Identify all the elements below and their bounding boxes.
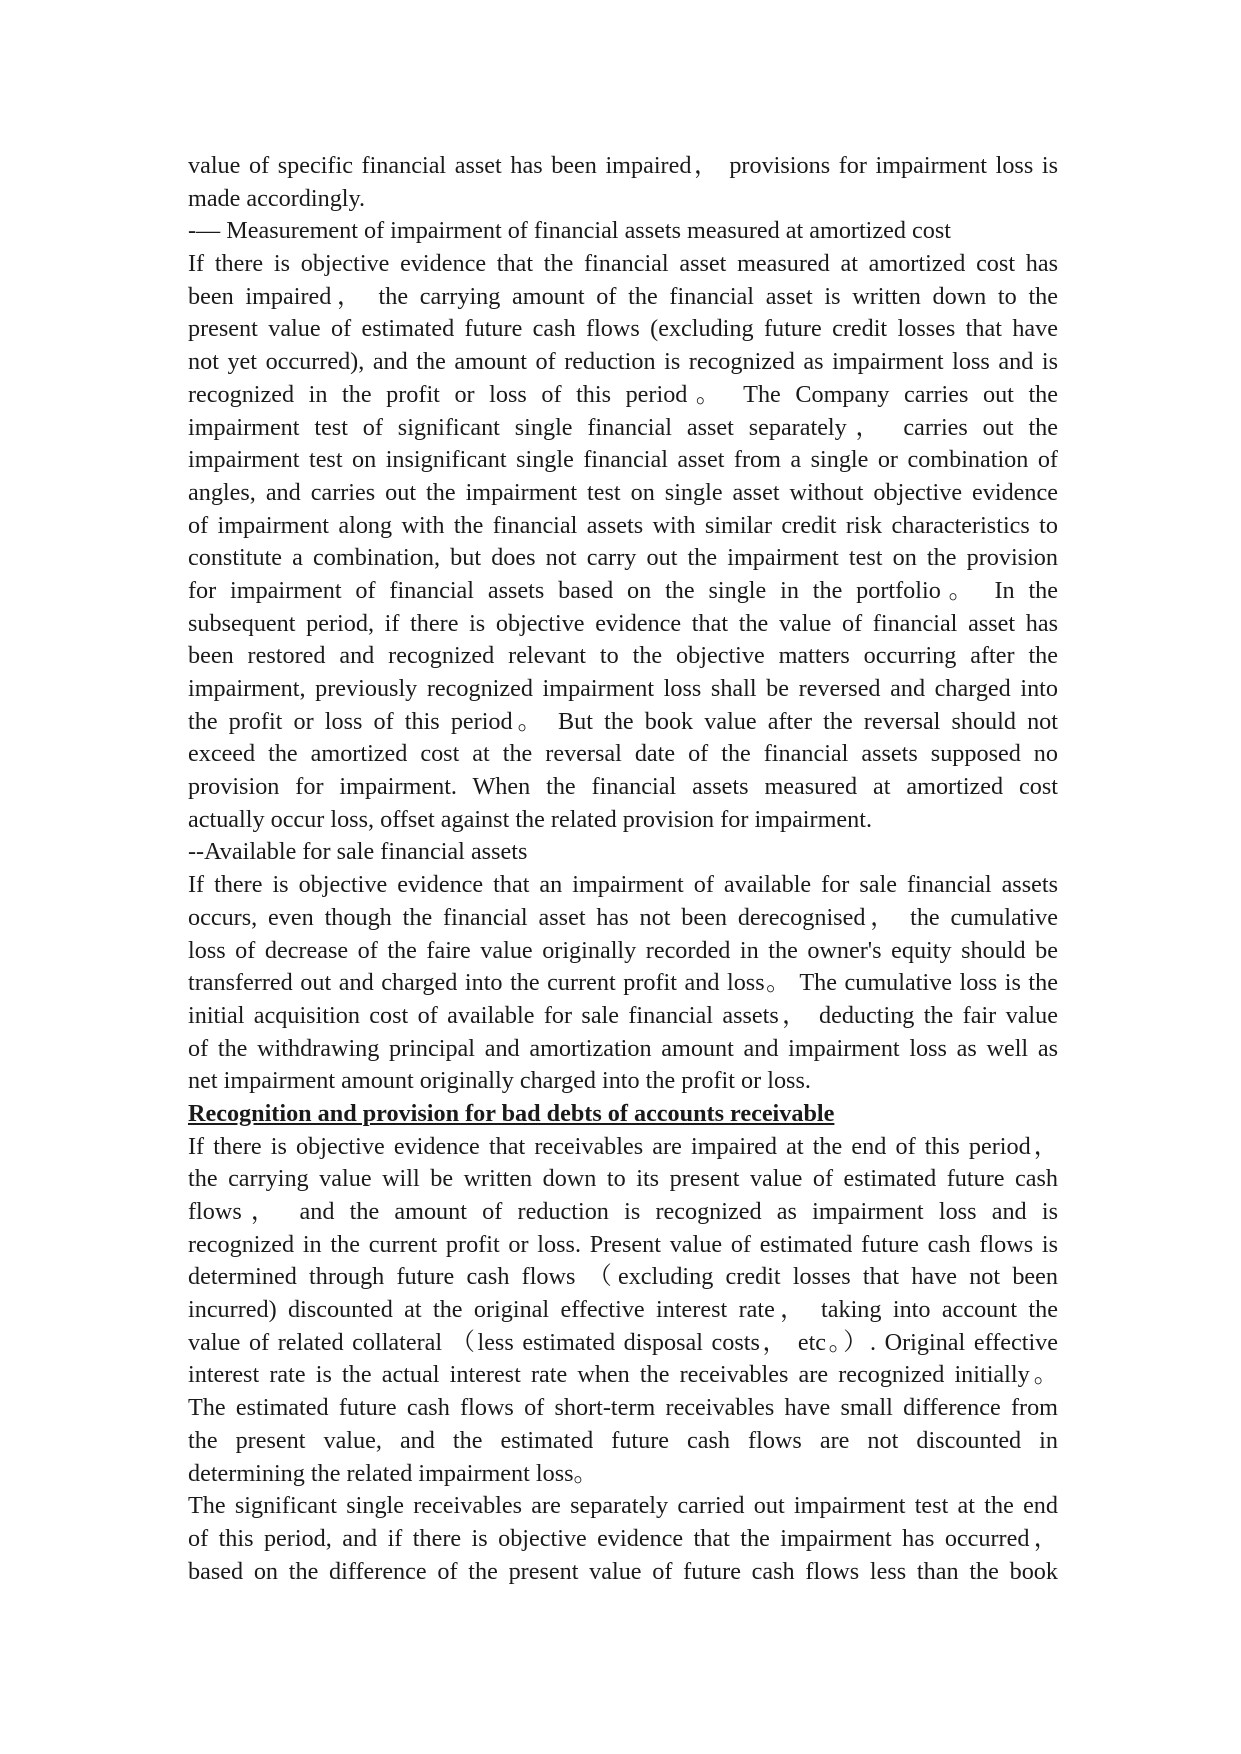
text-line: not yet occurred), and the amount of reduction is recognized as impairment loss and is [188,348,1058,376]
text-line: If there is objective evidence that the financial asset measured at amortized cost has [188,250,1058,278]
text-line: If there is objective evidence that receivables are impaired at the end of this period， [188,1132,1058,1160]
text-line: The significant single receivables are separately carried out impairment test at the end [188,1492,1058,1520]
text-line: flows， and the amount of reduction is recognized as impairment loss and is [188,1198,1058,1225]
text-line: made accordingly. [188,184,366,212]
text-line: recognized in the current profit or loss. Present value of estimated future cash flows is [188,1230,1058,1258]
text-line: determining the related impairment loss。 [188,1459,598,1487]
text-line: loss of decrease of the faire value originally recorded in the owner's equity should be [188,936,1058,964]
text-line: The estimated future cash flows of short-term receivables have small difference from [188,1394,1058,1422]
text-line: exceed the amortized cost at the reversal date of the financial assets supposed no [188,740,1058,768]
text-line: the present value, and the estimated future cash flows are not discounted in [188,1426,1058,1454]
text-line: impairment test of significant single financial asset separately， carries out the [188,413,1058,441]
text-line: initial acquisition cost of available for sale financial assets， deducting the fair value [188,1001,1058,1029]
text-line: -— Measurement of impairment of financial assets measured at amortized cost [188,217,951,245]
text-line: the profit or loss of this period。 But the book value after the reversal should not [188,707,1058,735]
text-line: the carrying value will be written down to its present value of estimated future cash [188,1165,1058,1193]
text-line: interest rate is the actual interest rate when the receivables are recognized initially。 [188,1361,1058,1389]
section-heading: Recognition and provision for bad debts of accounts receivable [188,1099,835,1127]
text-line: recognized in the profit or loss of this period。 The Company carries out the [188,380,1058,408]
document-page [188,150,1058,1588]
text-line: transferred out and charged into the current profit and loss。 The cumulative loss is the [188,969,1058,997]
text-line: actually occur loss, offset against the related provision for impairment. [188,805,872,833]
text-line: occurs, even though the financial asset has not been derecognised， the cumulative [188,903,1058,931]
text-line: impairment, previously recognized impairment loss shall be reversed and charged into [188,675,1058,702]
text-line: subsequent period, if there is objective evidence that the value of financial asset has [188,609,1058,637]
text-line: impairment test on insignificant single financial asset from a single or combination of [188,446,1058,474]
text-line: constitute a combination, but does not carry out the impairment test on the provision [188,544,1058,572]
text-line: of impairment along with the financial assets with similar credit risk characteristics to [188,511,1058,539]
text-line: net impairment amount originally charged into the profit or loss. [188,1067,811,1095]
text-line: present value of estimated future cash flows (excluding future credit losses that have [188,315,1058,343]
text-line: based on the difference of the present value of future cash flows less than the book [188,1557,1058,1585]
text-line: provision for impairment. When the financial assets measured at amortized cost [188,773,1058,801]
text-line: determined through future cash flows （excluding credit losses that have not been [188,1263,1058,1291]
text-line: been impaired， the carrying amount of the financial asset is written down to the [188,282,1058,310]
text-line: of the withdrawing principal and amortization amount and impairment loss as well as [188,1034,1058,1062]
text-line: for impairment of financial assets based on the single in the portfolio。 In the [188,576,1058,604]
text-line: been restored and recognized relevant to the objective matters occurring after the [188,642,1058,670]
text-line: value of related collateral （less estimated disposal costs， etc。）. Original effective [188,1328,1058,1356]
text-line: value of specific financial asset has been impaired， provisions for impairment loss is [188,152,1058,179]
text-line: --Available for sale financial assets [188,838,528,866]
text-line: angles, and carries out the impairment test on single asset without objective evidence [188,478,1058,506]
text-line: If there is objective evidence that an impairment of available for sale financial assets [188,871,1058,899]
text-line: of this period, and if there is objective evidence that the impairment has occurred， [188,1524,1058,1552]
text-line: incurred) discounted at the original effective interest rate， taking into account the [188,1296,1058,1324]
